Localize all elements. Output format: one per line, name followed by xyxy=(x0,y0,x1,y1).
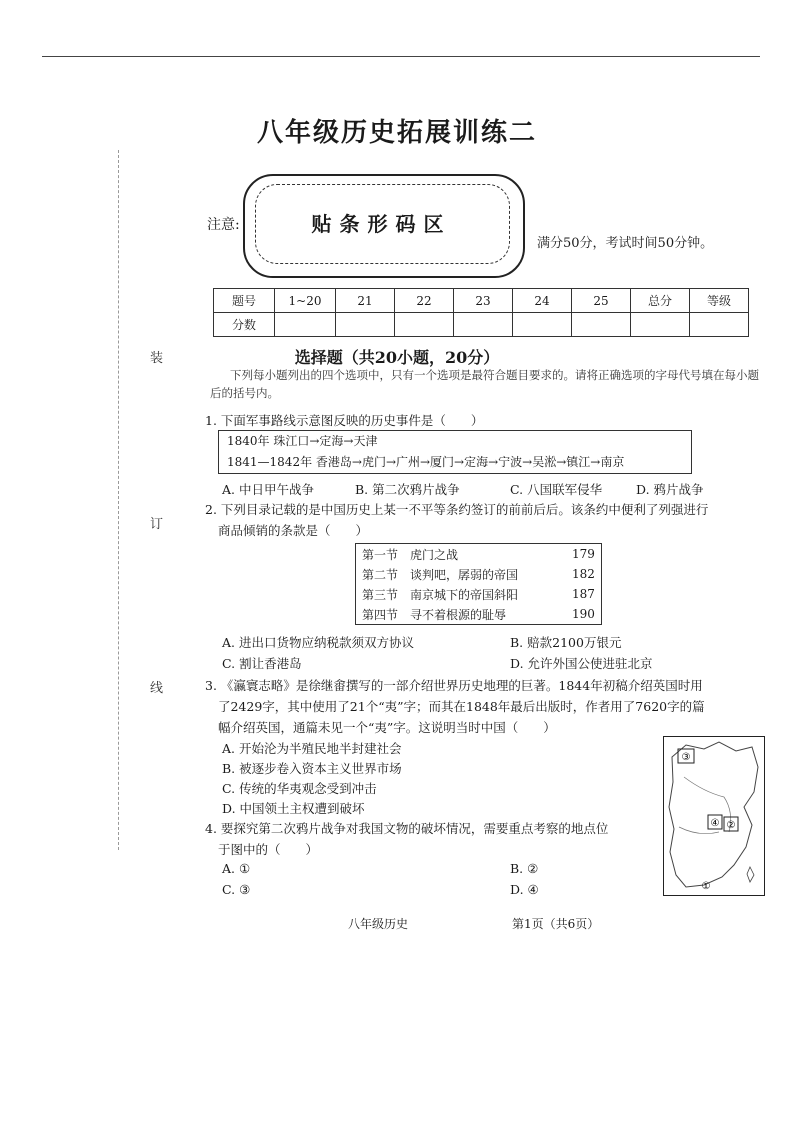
toc-section: 第二节 xyxy=(362,567,399,582)
score-entry-cell[interactable] xyxy=(631,313,690,337)
section-title: 选择题（共20小题，20分） xyxy=(294,348,500,367)
toc-title: 虎门之战 xyxy=(410,547,459,562)
score-table-score-row xyxy=(214,313,749,337)
question-3-stem-line-2: 了2429字，其中使用了21个“夷”字；而其在1848年最后出版时，作者用了7620字的篇 xyxy=(218,699,705,714)
toc-title: 南京城下的帝国斜阳 xyxy=(410,587,519,602)
q3-option-d[interactable]: D. 中国领土主权遭到破坏 xyxy=(222,801,365,816)
score-table-cell: 22 xyxy=(395,289,454,313)
question-3-stem-line-1: 3. 《瀛寰志略》是徐继畬撰写的一部介绍世界历史地理的巨著。1844年初稿介绍英国时用 xyxy=(205,678,703,693)
map-label-3: ③ xyxy=(681,752,691,763)
q2-option-c[interactable]: C. 割让香港岛 xyxy=(222,656,302,671)
q2-option-b[interactable]: B. 赔款2100万银元 xyxy=(510,635,622,650)
q4-option-c[interactable]: C. ③ xyxy=(222,882,251,897)
exam-info: 满分50分，考试时间50分钟。 xyxy=(537,236,714,251)
toc-row xyxy=(356,584,602,604)
page-title: 八年级历史拓展训练二 xyxy=(256,118,537,148)
map-island xyxy=(747,867,754,882)
score-entry-cell[interactable] xyxy=(336,313,395,337)
toc-page: 182 xyxy=(572,567,595,581)
top-rule xyxy=(42,56,760,57)
footer-subject: 八年级历史 xyxy=(348,917,409,931)
binding-char-ding: 订 xyxy=(150,517,164,532)
binding-char-zhuang: 装 xyxy=(150,351,164,366)
score-table-cell: 24 xyxy=(513,289,572,313)
q2-option-d[interactable]: D. 允许外国公使进驻北京 xyxy=(510,656,653,671)
footer-page: 第1页（共6页） xyxy=(512,917,600,931)
question-2-stem-line-2: 商品倾销的条款是（ ） xyxy=(218,523,369,538)
binding-char-xian: 线 xyxy=(150,681,164,696)
question-4-stem-line-2: 于图中的（ ） xyxy=(218,842,319,857)
question-1-stem: 1. 下面军事路线示意图反映的历史事件是（ ） xyxy=(205,413,484,428)
score-entry-cell[interactable] xyxy=(395,313,454,337)
toc-title: 谈判吧，孱弱的帝国 xyxy=(410,567,519,582)
q2-option-a[interactable]: A. 进出口货物应纳税款须双方协议 xyxy=(222,635,414,650)
toc-title: 寻不着根源的耻辱 xyxy=(410,607,507,622)
score-entry-cell[interactable] xyxy=(275,313,336,337)
score-entry-cell[interactable] xyxy=(513,313,572,337)
q1-option-b[interactable]: B. 第二次鸦片战争 xyxy=(355,482,460,497)
toc-page: 179 xyxy=(572,547,595,561)
score-table-cell: 21 xyxy=(336,289,395,313)
map-label-2: ② xyxy=(726,820,736,831)
section-instructions: 下列每小题列出的四个选项中，只有一个选项是最符合题目要求的。请将正确选项的字母代号填在每小题后的括号内。 xyxy=(210,368,759,400)
q4-option-d[interactable]: D. ④ xyxy=(510,882,539,897)
notice-label: 注意: xyxy=(207,217,240,233)
map-label-4: ④ xyxy=(710,818,720,829)
score-table-cell: 1~20 xyxy=(275,289,336,313)
q1-option-c[interactable]: C. 八国联军侵华 xyxy=(510,482,603,497)
q4-option-a[interactable]: A. ① xyxy=(222,861,251,876)
binding-line xyxy=(118,150,119,850)
toc-row xyxy=(356,544,602,565)
q3-option-b[interactable]: B. 被逐步卷入资本主义世界市场 xyxy=(222,761,402,776)
q4-option-b[interactable]: B. ② xyxy=(510,861,539,876)
q1-option-a[interactable]: A. 中日甲午战争 xyxy=(222,482,314,497)
score-table-cell: 23 xyxy=(454,289,513,313)
toc-page: 190 xyxy=(572,607,595,621)
question-2-stem-line-1: 2. 下列目录记载的是中国历史上某一不平等条约签订的前前后后。该条约中便利了列强进行 xyxy=(205,502,709,517)
route-line-1: 1840年 珠江口→定海→天津 xyxy=(227,434,378,448)
toc-page: 187 xyxy=(572,587,595,601)
toc-row xyxy=(356,564,602,584)
toc-section: 第四节 xyxy=(362,607,399,622)
q3-option-c[interactable]: C. 传统的华夷观念受到冲击 xyxy=(222,781,377,796)
toc-section: 第一节 xyxy=(362,547,399,562)
china-map xyxy=(663,736,765,896)
q3-option-a[interactable]: A. 开始沦为半殖民地半封建社会 xyxy=(222,741,402,756)
toc-row xyxy=(356,604,602,625)
table-of-contents xyxy=(355,543,602,625)
score-entry-cell[interactable] xyxy=(690,313,749,337)
score-table-cell: 分数 xyxy=(214,313,275,337)
question-3-stem-line-3: 幅介绍英国，通篇未见一个“夷”字。这说明当时中国（ ） xyxy=(218,720,556,735)
toc-section: 第三节 xyxy=(362,587,399,602)
score-entry-cell[interactable] xyxy=(454,313,513,337)
score-table-cell: 等级 xyxy=(690,289,749,313)
score-table-header-row xyxy=(214,289,749,313)
map-label-1: ① xyxy=(701,881,711,892)
score-table-cell: 总分 xyxy=(631,289,690,313)
score-entry-cell[interactable] xyxy=(572,313,631,337)
barcode-text: 贴条形码区 xyxy=(311,212,452,236)
q1-option-d[interactable]: D. 鸦片战争 xyxy=(636,482,704,497)
score-table-cell: 25 xyxy=(572,289,631,313)
score-table-cell: 题号 xyxy=(214,289,275,313)
question-4-stem-line-1: 4. 要探究第二次鸦片战争对我国文物的破坏情况，需要重点考察的地点位 xyxy=(205,821,609,836)
route-diagram xyxy=(218,430,692,474)
route-line-2: 1841—1842年 香港岛→虎门→广州→厦门→定海→宁波→吴淞→镇江→南京 xyxy=(227,455,625,469)
score-table xyxy=(213,288,749,337)
